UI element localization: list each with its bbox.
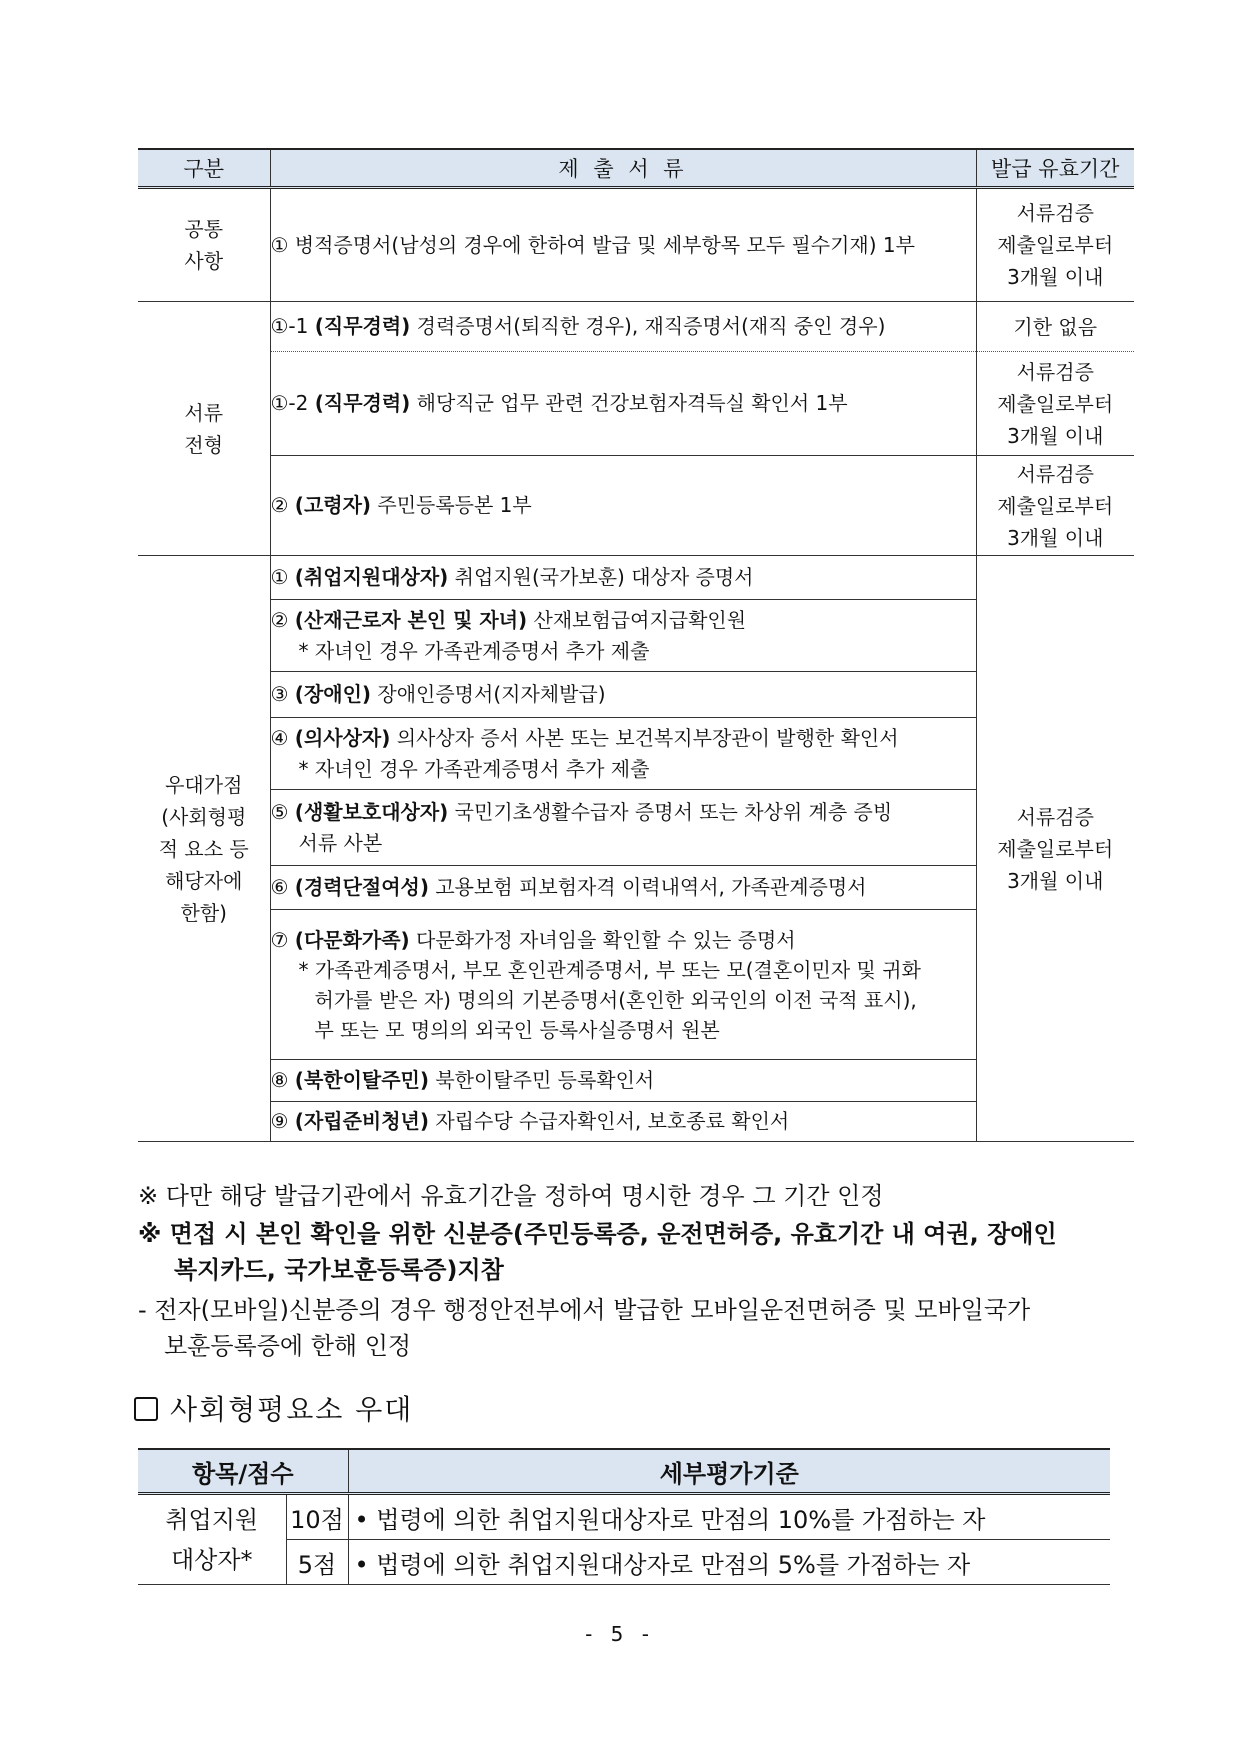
score-table — [138, 1448, 1110, 1585]
table-row — [138, 456, 1134, 556]
header-documents: 제 출 서 류 — [270, 149, 976, 188]
category-employment-support: 취업지원 대상자* — [138, 1494, 286, 1585]
item-career-certificate: ①-1 (직무경력) 경력증명서(퇴직한 경우), 재직증명서(재직 중인 경우) — [270, 302, 976, 352]
category-preference: 우대가점 (사회형평 적 요소 등 해당자에 한함) — [138, 556, 270, 1142]
table-row — [138, 188, 1134, 302]
item-multicultural-family: ⑦ (다문화가족) 다문화가정 자녀임을 확인할 수 있는 증명서 * 가족관계증명서, 부모 혼인관계증명서, 부 또는 모(결혼이민자 및 귀화 허가를 받은 자) 명의의 기본증명서(혼인한 외국인의 이전 국적 표시), 부 또는 모 명의의 외국인 등록사실증명서 원본 — [270, 910, 976, 1060]
header-criteria: 세부평가기준 — [348, 1449, 1110, 1494]
category-document-screening: 서류 전형 — [138, 302, 270, 556]
note-validity: ※ 다만 해당 발급기관에서 유효기간을 정하여 명시한 경우 그 기간 인정 — [138, 1182, 884, 1210]
criterion-10: • 법령에 의한 취업지원대상자로 만점의 10%를 가점하는 자 — [348, 1494, 1110, 1540]
table-row — [138, 1494, 1110, 1540]
validity-health-insurance: 서류검증 제출일로부터 3개월 이내 — [976, 352, 1134, 456]
table-row — [138, 302, 1134, 352]
table-header-row — [138, 149, 1134, 188]
page-number: - 5 - — [585, 1622, 655, 1646]
table-row — [138, 556, 1134, 600]
item-livelihood-protection: ⑤ (생활보호대상자) 국민기초생활수급자 증명서 또는 차상위 계층 증빙 서류 사본 — [270, 790, 976, 866]
header-item-score: 항목/점수 — [138, 1449, 348, 1494]
table-header-row — [138, 1449, 1110, 1494]
checkbox-square-icon — [134, 1397, 158, 1421]
category-common: 공통 사항 — [138, 188, 270, 302]
validity-common: 서류검증 제출일로부터 3개월 이내 — [976, 188, 1134, 302]
item-health-insurance: ①-2 (직무경력) 해당직군 업무 관련 건강보험자격득실 확인서 1부 — [270, 352, 976, 456]
validity-career-certificate: 기한 없음 — [976, 302, 1134, 352]
section-title: 사회형평요소 우대 — [134, 1388, 413, 1428]
header-category: 구분 — [138, 149, 270, 188]
validity-preference: 서류검증 제출일로부터 3개월 이내 — [976, 556, 1134, 1142]
item-career-break-women: ⑥ (경력단절여성) 고용보험 피보험자격 이력내역서, 가족관계증명서 — [270, 866, 976, 910]
item-self-reliance-youth: ⑨ (자립준비청년) 자립수당 수급자확인서, 보호종료 확인서 — [270, 1102, 976, 1142]
criterion-5: • 법령에 의한 취업지원대상자로 만점의 5%를 가점하는 자 — [348, 1540, 1110, 1585]
item-disabled: ③ (장애인) 장애인증명서(지자체발급) — [270, 672, 976, 718]
note-id-required: ※ 면접 시 본인 확인을 위한 신분증(주민등록증, 운전면허증, 유효기간 내 여권, 장애인 복지카드, 국가보훈등록증)지참 — [138, 1220, 1057, 1284]
validity-resident-registration: 서류검증 제출일로부터 3개월 이내 — [976, 456, 1134, 556]
score-5: 5점 — [286, 1540, 348, 1585]
item-industrial-accident: ② (산재근로자 본인 및 자녀) 산재보험급여지급확인원 * 자녀인 경우 가족관계증명서 추가 제출 — [270, 600, 976, 672]
table-row — [138, 352, 1134, 456]
note-mobile-id: - 전자(모바일)신분증의 경우 행정안전부에서 발급한 모바일운전면허증 및 모바일국가 보훈등록증에 한해 인정 — [138, 1296, 1031, 1360]
documents-table — [138, 148, 1134, 1142]
header-validity: 발급 유효기간 — [976, 149, 1134, 188]
item-employment-support: ① (취업지원대상자) 취업지원(국가보훈) 대상자 증명서 — [270, 556, 976, 600]
item-righteous-casualty: ④ (의사상자) 의사상자 증서 사본 또는 보건복지부장관이 발행한 확인서 * 자녀인 경우 가족관계증명서 추가 제출 — [270, 718, 976, 790]
item-resident-registration: ② (고령자) 주민등록등본 1부 — [270, 456, 976, 556]
score-10: 10점 — [286, 1494, 348, 1540]
item-north-korean-defector: ⑧ (북한이탈주민) 북한이탈주민 등록확인서 — [270, 1060, 976, 1102]
item-military-record: ① 병적증명서(남성의 경우에 한하여 발급 및 세부항목 모두 필수기재) 1부 — [270, 188, 976, 302]
